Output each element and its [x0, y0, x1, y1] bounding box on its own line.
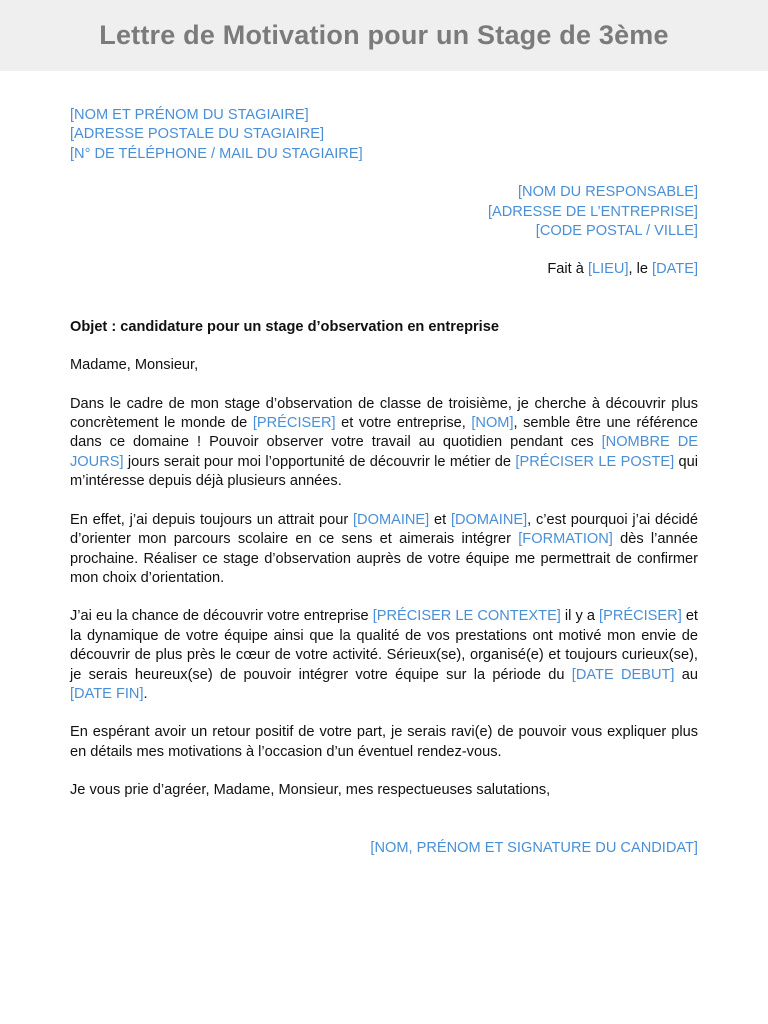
p3-placeholder-1: [PRÉCISER LE CONTEXTE]	[372, 608, 561, 625]
p3-placeholder-2: [PRÉCISER]	[599, 608, 682, 625]
p1-placeholder-2: [NOM]	[471, 415, 514, 432]
p1-text-1: Dans le cadre de mon stage d’observation de classe de troisième, je cherche à découvrir plus concrètement le monde de	[70, 395, 698, 432]
letter-body	[70, 106, 698, 858]
p1-text-4: jours serait pour moi l’opportunité de découvrir le métier de	[123, 453, 516, 470]
recipient-name: [NOM DU RESPONSABLE]	[517, 184, 698, 201]
sender-contact: [N° DE TÉLÉPHONE / MAIL DU STAGIAIRE]	[70, 145, 363, 162]
date-prefix: Fait à	[547, 261, 588, 278]
p3-text-5: .	[143, 685, 148, 702]
p3-text-3: et la dynamique de votre équipe ainsi que la qualité de vos prestations ont motivé mon envie de découvrir de plus près le cœur de votre activité. Sérieux(se), organisé(e) et toujours curieux(se), je serais heureux(se) de pouvoir intégrer votre équipe sur la période du	[70, 608, 698, 683]
recipient-block	[70, 183, 698, 241]
paragraph-1	[70, 395, 698, 492]
p1-placeholder-3: [NOMBRE DE JOURS]	[70, 434, 698, 470]
p1-placeholder-4: [PRÉCISER LE POSTE]	[515, 453, 675, 470]
p3-text-4: au	[674, 666, 698, 683]
paragraph-2	[70, 511, 698, 589]
p1-text-5: qui m’intéresse depuis déjà plusieurs années.	[70, 453, 699, 490]
recipient-city: [CODE POSTAL / VILLE]	[535, 223, 698, 240]
sender-name: [NOM ET PRÉNOM DU STAGIAIRE]	[70, 107, 309, 123]
p1-text-2: et votre entreprise,	[335, 415, 472, 432]
p2-placeholder-1: [DOMAINE]	[353, 511, 430, 528]
document-title: Lettre de Motivation pour un Stage de 3ème	[99, 20, 669, 50]
subject-line: Objet : candidature pour un stage d’observation en entreprise	[70, 318, 499, 335]
p1-placeholder-1: [PRÉCISER]	[252, 415, 336, 432]
p2-text-1: En effet, j’ai depuis toujours un attrait pour	[70, 511, 353, 528]
paragraph-3	[70, 607, 698, 704]
p2-placeholder-2: [DOMAINE]	[450, 511, 528, 528]
p3-text-1: J’ai eu la chance de découvrir votre entreprise	[70, 608, 373, 625]
p3-text-2: il y a	[560, 608, 600, 625]
signature-placeholder: [NOM, PRÉNOM ET SIGNATURE DU CANDIDAT]	[370, 839, 698, 856]
salutation: Madame, Monsieur,	[70, 357, 199, 374]
sender-block	[70, 106, 698, 164]
p3-placeholder-3: [DATE DEBUT]	[571, 666, 675, 683]
place-placeholder: [LIEU]	[587, 261, 629, 278]
closing-formula: Je vous prie d’agréer, Madame, Monsieur, mes respectueuses salutations,	[70, 782, 551, 799]
p1-text-3: , semble être une référence dans ce domaine ! Pouvoir observer votre travail au quotidien pendant ces	[70, 415, 698, 451]
recipient-address: [ADRESSE DE L’ENTREPRISE]	[487, 203, 698, 220]
date-middle: , le	[628, 261, 653, 278]
sender-address: [ADRESSE POSTALE DU STAGIAIRE]	[70, 126, 325, 143]
date-line	[70, 260, 698, 279]
p2-placeholder-3: [FORMATION]	[518, 531, 613, 548]
title-bar	[0, 0, 768, 71]
p2-text-3: , c’est pourquoi j’ai décidé d’orienter mon parcours scolaire en ce sens et aimerais intégrer	[70, 511, 699, 548]
paragraph-4: En espérant avoir un retour positif de votre part, je serais ravi(e) de pouvoir vous expliquer plus en détails mes motivations à l’occasion d’un éventuel rendez-vous.	[70, 724, 698, 760]
p3-placeholder-4: [DATE FIN]	[70, 685, 144, 702]
date-placeholder: [DATE]	[652, 261, 698, 278]
p2-text-4: dès l’année prochaine. Réaliser ce stage d’observation auprès de votre équipe me permettrait de confirmer mon choix d’orientation.	[70, 531, 698, 586]
p2-text-2: et	[429, 511, 451, 528]
